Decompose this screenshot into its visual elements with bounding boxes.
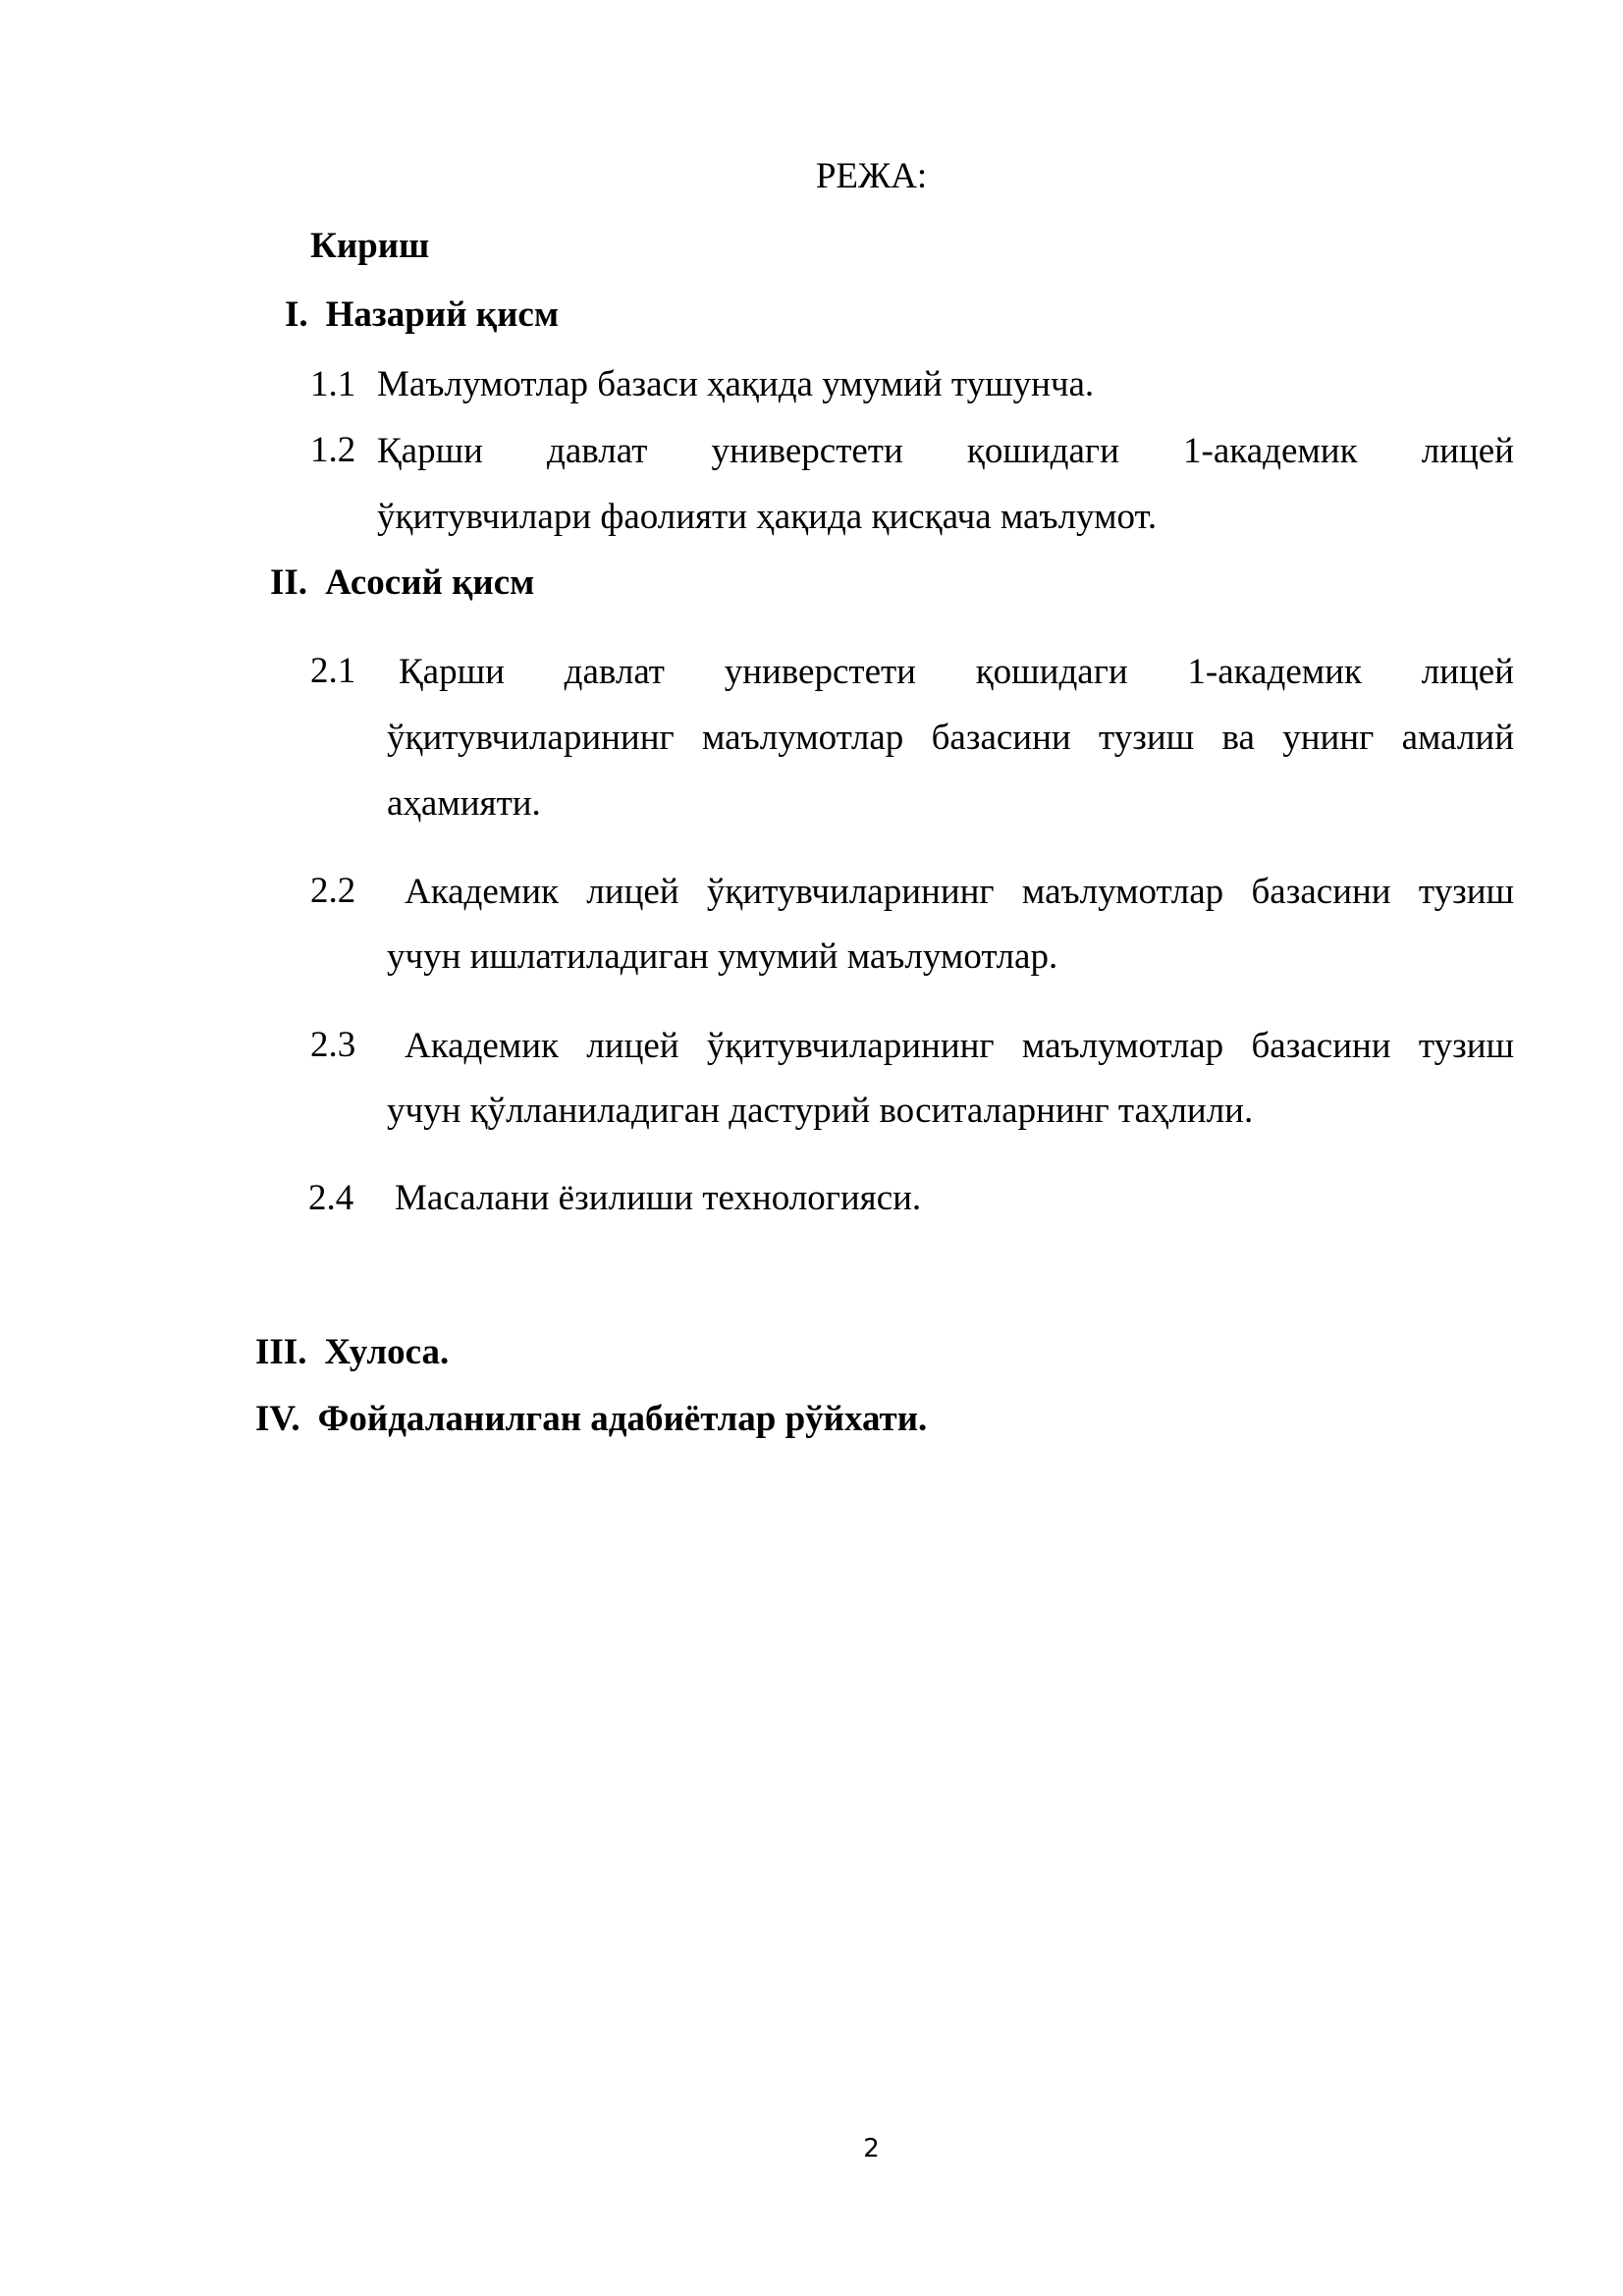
intro-heading: Кириш [310, 226, 430, 266]
item-line: аҳамияти. [387, 783, 541, 824]
section-numeral: III. [255, 1332, 307, 1372]
section-numeral: II. [270, 562, 308, 603]
section-heading-2 [270, 561, 534, 605]
item-text-2-3-cont: учун қўлланиладиган дастурий воситаларнинг таҳлили. [387, 1091, 1254, 1131]
section-numeral: IV. [255, 1399, 300, 1439]
item-number-2-2: 2.2 [310, 871, 356, 911]
item-number-2-4: 2.4 [308, 1178, 354, 1218]
section-title: Фойдаланилган адабиётлар рўйхати. [317, 1399, 928, 1439]
item-text-2-4: Масалани ёзилиши технологияси. [395, 1178, 922, 1218]
item-line: Академик лицей ўқитувчиларининг маълумотлар базасини тузиш [405, 872, 1514, 912]
item-line: ўқитувчилари фаолияти ҳақида қисқача маълумот. [377, 497, 1158, 537]
item-text-1-2 [377, 418, 1514, 550]
page-number: 2 [863, 2134, 880, 2163]
item-line: Қарши давлат универстети қошидаги 1-академик лицей [377, 431, 1514, 471]
item-text-2-1 [399, 639, 1514, 705]
item-text-2-1-cont [387, 705, 1514, 836]
section-title: Назарий қисм [325, 294, 560, 335]
section-heading-3 [255, 1331, 449, 1374]
item-number-1-1: 1.1 [310, 364, 356, 404]
section-numeral: I. [285, 294, 308, 335]
item-line: Академик лицей ўқитувчиларининг маълумотлар базасини тузиш [405, 1026, 1514, 1066]
item-text-2-3 [405, 1013, 1514, 1079]
item-line: ўқитувчиларининг маълумотлар базасини тузиш ва унинг амалий [387, 718, 1514, 758]
section-heading-1 [285, 294, 559, 337]
item-number-1-2: 1.2 [310, 430, 356, 470]
item-text-1-1: Маълумотлар базаси ҳақида умумий тушунча. [377, 364, 1095, 404]
item-number-2-1: 2.1 [310, 651, 356, 691]
item-text-2-2 [405, 859, 1514, 925]
section-title: Хулоса. [324, 1332, 450, 1372]
section-title: Асосий қисм [325, 562, 535, 603]
item-line: Қарши давлат универстети қошидаги 1-академик лицей [399, 652, 1514, 692]
plan-title: РЕЖА: [815, 156, 928, 196]
item-number-2-3: 2.3 [310, 1025, 356, 1065]
item-text-2-2-cont: учун ишлатиладиган умумий маълумотлар. [387, 936, 1058, 977]
section-heading-4 [255, 1398, 927, 1441]
